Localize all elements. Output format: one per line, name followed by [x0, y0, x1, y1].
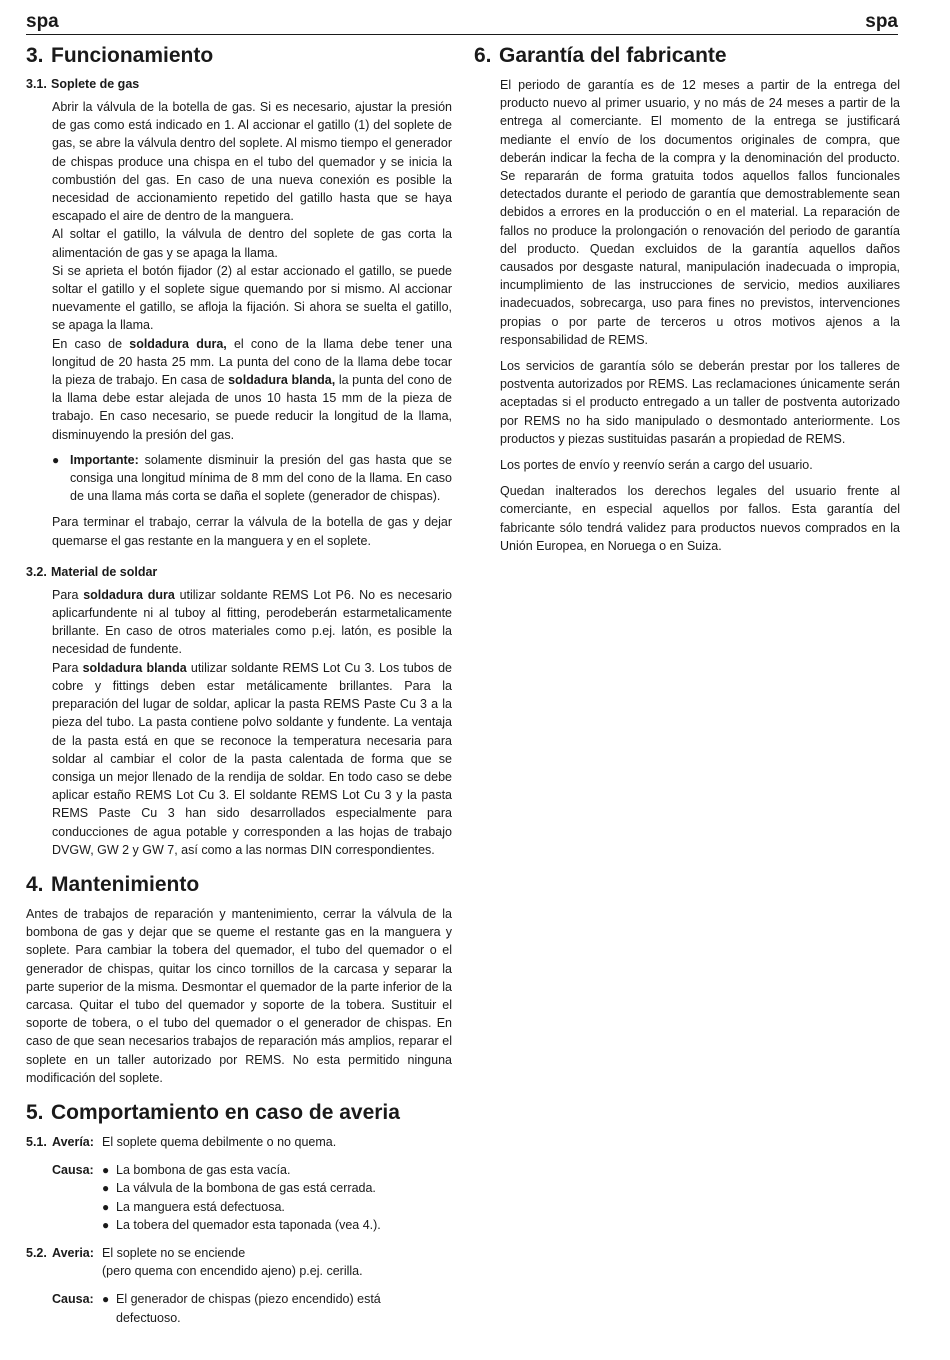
- section-number: 6.: [474, 44, 492, 67]
- section-number: 5.: [26, 1100, 44, 1124]
- text-run: la punta del cono de la llama debe estar alejada de unos 10 hasta 15 mm de la pieza de trabajo. En caso necesario, se puede reducir la longitud de la llama, disminuyendo la presión del gas.: [52, 373, 452, 442]
- section-5-heading: [26, 1101, 452, 1125]
- paragraph: Antes de trabajos de reparación y mantenimiento, cerrar la válvula de la bombona de gas y dejar que se queme el restante gas en la manguera y soplete. Para cambiar la tobera del quemador, el tubo del quemador o el generador de chispas, quitar los cinco tornillos de la carcasa y separar la parte superior de la misma. Desmontar el quemador de la parte inferior de la carcasa. Quitar el tubo del quemador y soporte de la tobera. Sustituir el soporte de tobera, o el tubo del quemador o el generador de chispas. En caso de que sean necesarios trabajos de reparación más amplios, reparar el soplete en un taller autorizado por REMS. No esta permitido ninguna modificación del soplete.: [26, 906, 452, 1085]
- paragraph: Abrir la válvula de la botella de gas. Si es necesario, ajustar la presión de gas como está indicado en 1. Al accionar el gatillo (1) del soplete de gas, se abre la válvula dentro del soplete. Al mismo tiempo el generador de chispas produce una chispa en el tubo del quemador y se inicia la combustión del gas. En caso de una nueva conexión es posible la necesidad de accionamiento repetido del gatillo hasta que se haya escapado el aire de dentro de la manguera.: [52, 100, 452, 224]
- text-line: El soplete no se enciende: [102, 1245, 246, 1260]
- right-column: [474, 40, 900, 555]
- cause-list: [102, 1290, 392, 1326]
- section-title: Garantía del fabricante: [499, 44, 727, 67]
- left-column: [26, 40, 452, 1327]
- cause-text: La bombona de gas esta vacía.: [116, 1163, 291, 1178]
- bold-term: soldadura dura: [83, 587, 175, 602]
- paragraph: Al soltar el gatillo, la válvula de dentro del soplete de gas corta la alimentación de gas y se apaga la llama.: [52, 227, 452, 260]
- section-4-heading: [26, 873, 452, 897]
- paragraph: [52, 659, 452, 859]
- fault-label: Avería:: [52, 1134, 94, 1149]
- bullet-icon: ●: [102, 1217, 110, 1232]
- bold-term: soldadura dura,: [129, 336, 227, 351]
- subsection-number: 3.1.: [26, 77, 47, 91]
- text-run: En caso de: [52, 336, 130, 351]
- bullet-icon: ●: [102, 1292, 110, 1307]
- text-run: utilizar soldante REMS Lot P6. No es necesario aplicarfundente ni al tuboy al fitting, perodeberán estarmetalicamente brillante. En caso de otros materiales como p.ej. latón, es posible la necesidad de fundente.: [52, 587, 453, 657]
- fault-number: 5.1.: [26, 1134, 47, 1149]
- paragraph: Los servicios de garantía sólo se deberán prestar por los talleres de postventa autorizados por REMS. Las reclamaciones únicamente serán aceptadas si el producto entregado a un taller de postventa autorizado por REMS no ha sido manipulado o desmontado anteriormente. Los productos y piezas sustituidas pasarán a propiedad de REMS.: [500, 359, 900, 446]
- paragraph: Para terminar el trabajo, cerrar la válvula de la botella de gas y dejar quemarse el gas restante en la manguera y en el soplete.: [52, 515, 452, 548]
- list-item: [102, 1179, 452, 1197]
- section-title: Funcionamiento: [51, 44, 214, 67]
- fault-number: 5.2.: [26, 1245, 47, 1260]
- bullet-icon: ●: [102, 1199, 110, 1214]
- fault-label: Averia:: [52, 1245, 94, 1260]
- section-number: 3.: [26, 44, 44, 67]
- note-label: Importante:: [70, 452, 139, 467]
- paragraph: El periodo de garantía es de 12 meses a partir de la entrega del producto nuevo al primer usuario, y no más de 24 meses a partir de la entrega al comerciante. El momento de la entrega se justificará mediante el envío de los documentos originales de compra, que deberán indicar la fecha de la compra y la denominación del producto. Se repararán de forma gratuita todos aquellos fallos funcionales detectados durante el periodo de garantía que demostrablemente sean debidos a errores en la producción o en el material. La reparación de fallos no produce la prolongación o renovación del periodo de garantía del producto. Quedan excluidos de la garantía aquellos daños causados por desgaste natural, manipulación inadecuada o impropia, incumplimiento de las instrucciones de servicio, medios auxiliares inadecuados, sobrecarga, uso para fines no previstos, intervenciones propias o por parte de terceros u otros motivos ajenos a la responsabilidad de REMS.: [500, 78, 900, 347]
- paragraph: Los portes de envío y reenvío serán a cargo del usuario.: [500, 458, 813, 473]
- cause-text: El generador de chispas (piezo encendido) está defectuoso.: [116, 1292, 381, 1325]
- language-code-left: spa: [26, 11, 59, 32]
- bullet-icon: ●: [52, 452, 60, 467]
- subsection-title: Soplete de gas: [51, 77, 140, 91]
- section-3-heading: [26, 44, 452, 68]
- text-run: solamente disminuir la presión del gas hasta que se consiga una longitud mínima de 8 mm del cono de la llama. En caso de una llama más corta se daña el soplete (generador de chispas).: [70, 452, 452, 504]
- cause-block: [26, 1161, 452, 1234]
- text-run: Para: [52, 660, 83, 675]
- section-number: 4.: [26, 872, 44, 896]
- cause-text: La manguera está defectuosa.: [116, 1199, 285, 1214]
- text-line: (pero quema con encendido ajeno) p.ej. cerilla.: [102, 1264, 363, 1279]
- text-run: utilizar soldante REMS Lot Cu 3. Los tubos de cobre y fittings deben estar metálicamente brillantes. Para la preparación del lugar de soldar, aplicar la pasta REMS Paste Cu 3 a la pieza del tubo. La pasta contiene polvo soldante y fundente. La ventaja de la pasta está en que se reconoce la temperatura necesaria para soldar al cambiar el color de la pasta calentada de forma que se consiga un mejor llenado de la rendija de soldar. En todo caso se debe aplicar estaño REMS Lot Cu 3. El soldante REMS Lot Cu 3 y la pasta REMS Paste Cu 3 han sido desarrollados especialmente para conducciones de agua potable y corresponden a las hojas de trabajo DVGW, GW 2 y GW 7, así como a las normas DIN correspondientes.: [52, 660, 452, 857]
- cause-block: [26, 1290, 452, 1326]
- important-note: [52, 451, 452, 506]
- paragraph: Quedan inalterados los derechos legales del usuario frente al comerciante, en especial aquellos por fallos. Esta garantía del fabricante sólo tendrá validez para productos nuevos comprados en la Unión Europea, en Noruega o en Suiza.: [500, 484, 900, 553]
- text-run: Para: [52, 587, 84, 602]
- bold-term: soldadura blanda: [82, 660, 187, 675]
- fault-5-2: [26, 1244, 452, 1280]
- subsection-number: 3.2.: [26, 564, 47, 579]
- fault-text: El soplete quema debilmente o no quema.: [102, 1134, 337, 1149]
- text-run: el cono de la llama debe tener una longitud de 20 hasta 25 mm. La punta del cono de la llama debe tocar la pieza de trabajo. En casa de: [52, 336, 452, 388]
- paragraph: [52, 586, 452, 659]
- section-title: Comportamiento en caso de averia: [51, 1100, 400, 1124]
- cause-label: Causa:: [52, 1292, 94, 1307]
- bullet-icon: ●: [102, 1163, 110, 1178]
- list-item: [102, 1216, 452, 1234]
- cause-text: La tobera del quemador esta taponada (vea 4.).: [116, 1217, 381, 1232]
- list-item: [102, 1198, 452, 1216]
- section-title: Mantenimiento: [51, 872, 200, 896]
- page-header: [26, 8, 898, 35]
- subsection-3-1-heading: [26, 76, 452, 93]
- language-code-right: spa: [865, 11, 898, 32]
- cause-text: La válvula de la bombona de gas está cerrada.: [116, 1181, 376, 1196]
- section-6-heading: [474, 44, 900, 68]
- fault-text: [102, 1244, 452, 1280]
- bullet-icon: ●: [102, 1181, 110, 1196]
- subsection-title: Material de soldar: [51, 564, 158, 579]
- cause-list: [102, 1161, 452, 1234]
- note-text: [70, 451, 452, 506]
- fault-5-1: [26, 1133, 452, 1151]
- paragraph: [52, 335, 452, 444]
- paragraph: Si se aprieta el botón fijador (2) al estar accionado el gatillo, se puede soltar el gatillo y el soplete sigue quemando por si mismo. Al accionar nuevamente el gatillo, se afloja la fijación. Si ahora se suelta el gatillo, se apaga la llama.: [52, 263, 452, 333]
- list-item: [102, 1290, 392, 1326]
- subsection-3-2-heading: [26, 564, 452, 581]
- cause-label: Causa:: [52, 1163, 94, 1178]
- bold-term: soldadura blanda,: [228, 373, 336, 388]
- list-item: [102, 1161, 452, 1179]
